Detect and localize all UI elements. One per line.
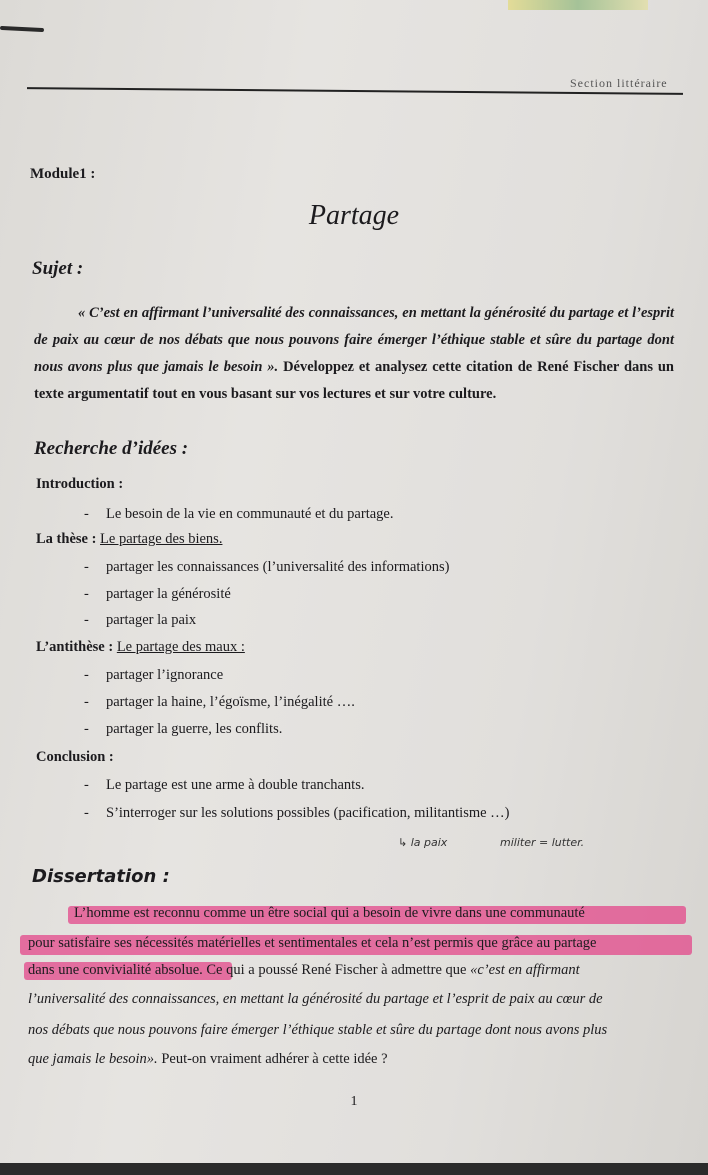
list-item: - Le partage est une arme à double tranchants. [84,777,365,793]
dissertation-line: que jamais le besoin». Peut-on vraiment adhérer à cette idée ? [28,1051,388,1067]
antithese-label: L’antithèse : Le partage des maux : [36,639,245,655]
dissertation-line: L’homme est reconnu comme un être social qui a besoin de vivre dans une communauté [74,905,585,921]
conclusion-label: Conclusion : [36,749,114,765]
bottom-edge [0,1163,708,1175]
list-item: - partager la générosité [84,586,231,602]
sujet-instruction: Développez et analysez cette citation de René Fischer dans un texte argumentatif tout en vous basant sur vos lectures et sur votre culture. [34,359,675,402]
sujet-quote: « C’est en affirmant l’universalité des connaissances, en mettant la générosité du partage et l’esprit de paix au cœur de nos débats que nous pouvons faire émerger l’éthique stable et sûre du partage dont nous avons plus que jamais le besoin ». [34,305,674,375]
introduction-label: Introduction : [36,476,124,492]
module-label: Module1 : [30,166,96,182]
sujet-paragraph [34,300,674,408]
list-item: - S’interroger sur les solutions possibles (pacification, militantisme …) [84,805,510,821]
list-item: - partager l’ignorance [84,667,224,683]
these-label: La thèse : Le partage des biens. [36,531,223,547]
list-item: - Le besoin de la vie en communauté et du partage. [84,506,394,522]
sujet-heading: Sujet : [32,258,84,279]
list-item: - partager les connaissances (l’universalité des informations) [84,559,450,575]
dissertation-line: dans une convivialité absolue. Ce qui a poussé René Fischer à admettre que «c’est en affirmant [28,962,580,978]
page-title: Partage [308,200,400,231]
dissertation-line: pour satisfaire ses nécessités matérielles et sentimentales et cela n’est permis que grâce au partage [28,935,597,951]
handwritten-note-paix: ↳ la paix [398,836,448,849]
dissertation-line: nos débats que nous pouvons faire émerger l’éthique stable et sûre du partage dont nous avons plus [28,1022,608,1038]
decorative-smudge [508,0,648,10]
header-section-text: Section littéraire [570,76,668,90]
recherche-heading: Recherche d’idées : [34,438,189,459]
page-number: 1 [350,1094,358,1109]
pen-mark [0,26,44,32]
list-item: - partager la paix [84,612,197,628]
handwritten-note-militer: militer = lutter. [500,836,585,849]
list-item: - partager la haine, l’égoïsme, l’inégalité …. [84,694,355,710]
dissertation-heading: Dissertation : [32,866,170,887]
list-item: - partager la guerre, les conflits. [84,721,283,737]
dissertation-line: l’universalité des connaissances, en mettant la générosité du partage et l’esprit de paix au cœur de [28,991,603,1007]
